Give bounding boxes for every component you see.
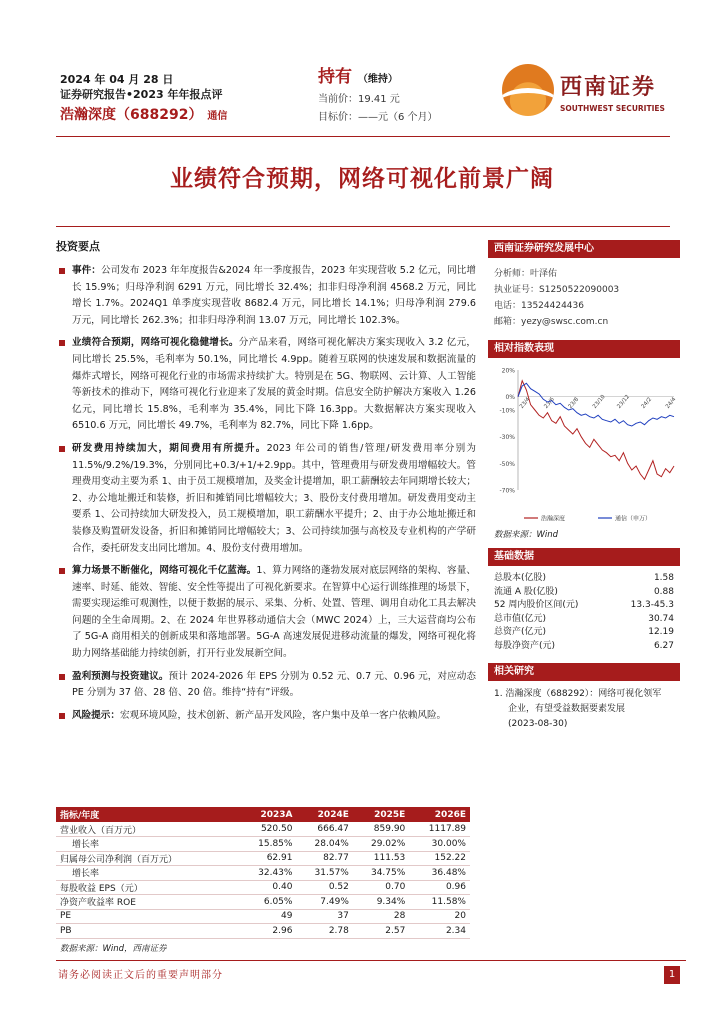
y-tick-label: -70% [499, 487, 515, 495]
table-header: 指标/年度 [56, 807, 240, 822]
title-divider [56, 226, 670, 227]
analyst-phone: 电话：13524424436 [494, 301, 584, 311]
company-logo [502, 64, 682, 124]
x-tick-label: 24/2 [640, 396, 654, 410]
rating-value: 持有 [318, 67, 352, 87]
analyst-name: 分析师：叶泽佑 [494, 269, 558, 279]
table-cell: 28.04% [296, 837, 352, 852]
table-cell: 15.85% [240, 837, 296, 852]
table-header: 2025E [353, 807, 409, 822]
company-line [60, 104, 290, 128]
basic-data-row [488, 626, 680, 640]
table-cell: 2.96 [240, 924, 296, 939]
investment-highlights [56, 240, 476, 730]
basic-data-key: 总资产(亿元) [494, 627, 547, 637]
y-tick-label: 20% [501, 367, 515, 375]
legend-label: 通信（申万） [615, 515, 652, 523]
table-cell: 7.49% [296, 895, 352, 910]
analyst-contact [488, 258, 680, 330]
x-tick-label: 23/4 [518, 396, 532, 410]
basic-data-value: 12.19 [648, 627, 674, 637]
stock-code: （688292） [116, 107, 203, 123]
table-row [56, 909, 470, 924]
table-header: 2024E [296, 807, 352, 822]
company-name: 浩瀚深度 [60, 107, 116, 123]
series-line [518, 381, 674, 480]
basic-data-heading: 基础数据 [488, 548, 680, 566]
table-cell: 28 [353, 909, 409, 924]
legend-label: 浩瀚深度 [541, 515, 566, 523]
analyst-email[interactable]: 邮箱：yezy@swsc.com.cn [494, 317, 609, 327]
table-cell: 29.02% [353, 837, 409, 852]
table-cell: 1117.89 [409, 822, 470, 837]
row-label: 净资产收益率 ROE [56, 895, 240, 910]
table-row [56, 895, 470, 910]
related-research[interactable] [488, 681, 680, 732]
table-cell: 34.75% [353, 866, 409, 881]
industry-label: 通信 [207, 111, 228, 122]
table-row [56, 837, 470, 852]
table-row [56, 880, 470, 895]
y-tick-label: 0% [505, 394, 515, 402]
bullet-performance: 业绩符合预期，网络可视化稳健增长。分产品来看，网络可视化解决方案实现收入 3.2 亿元，同比增长 25.5%，毛利率为 50.1%，同比增长 4.9pp。随着互联网的快速发展和数据流量的爆炸式增长，网络可视化行业的市场需求持续扩大。特别是在 5G、物联网、云计算、人工智能等新技术的推动下，网络可视化行业迎来了发展的黄金时期。信息安全防护解决方案收入 1.26 亿元，同比增长 15.8%，毛利率为 35.4%，同比下降 16.3pp。大数据解决方案实现收入 6510.6 万元，同比增长 49.7%，毛利率为 82.7%，同比下降 1.6pp。 [56, 335, 476, 435]
table-cell: 32.43% [240, 866, 296, 881]
target-price: 目标价：——元（6 个月） [318, 112, 438, 123]
related-item-title-cont: 企业，有望受益数据要素发展 [508, 704, 626, 714]
basic-data-value: 1.58 [653, 573, 674, 583]
research-center-heading: 西南证券研究发展中心 [488, 240, 680, 258]
table-cell: 62.91 [240, 851, 296, 866]
basic-data-row [488, 572, 680, 586]
chart-heading: 相对指数表现 [488, 340, 680, 358]
table-header: 2026E [409, 807, 470, 822]
table-row [56, 851, 470, 866]
table-cell: 152.22 [409, 851, 470, 866]
x-tick-label: 23/8 [567, 396, 581, 410]
logo-cn: 西南证券 [560, 75, 657, 100]
row-label: 归属母公司净利润（百万元） [56, 851, 240, 866]
x-tick-label: 23/12 [616, 393, 632, 410]
related-item-date: (2023-08-30) [508, 719, 568, 729]
sidebar [488, 240, 680, 732]
table-cell: 0.96 [409, 880, 470, 895]
basic-data-row [488, 640, 680, 654]
footer-divider [56, 960, 686, 961]
row-label: PE [56, 909, 240, 924]
bullet-computing: 算力场景不断催化，网络可视化千亿蓝海。1、算力网络的蓬勃发展对底层网络的架构、容量、速率、时延、能效、智能、安全性等提出了可视化新要求。在智算中心运行训练推理的场景下，需要实现运维可观测性，以便于数据的展示、采集、分析、处置、管理、调用自动化工具去解决问题的全生命周期。2、在 2024 年世界移动通信大会（MWC 2024）上，三大运营商均公布了 5G-A 商用相关的创新成果和落地部署。5G-A 高速发展促进移动流量的爆发，网络可视化将助力网络基础能力持续创新，打开行业发展新空间。 [56, 563, 476, 663]
header-info [60, 72, 290, 128]
table-row [56, 924, 470, 939]
bullet-event: 事件：公司发布 2023 年年度报告&2024 年一季度报告，2023 年实现营收 5.2 亿元，同比增长 15.9%；归母净利润 6291 万元，同比增长 32.4%；扣非归母净利润 4568.2 万元，同比增长 1.7%。2024Q1 单季度实现营收 8682.4 万元，同比增长 14.1%；归母净利润 279.6 万元，同比增长 262.3%；扣非归母净利润 13.07 万元，同比增长 102.3%。 [56, 263, 476, 329]
report-date: 2024 年 04 月 28 日 [60, 73, 174, 86]
related-heading: 相关研究 [488, 663, 680, 681]
table-cell: 2.34 [409, 924, 470, 939]
table-cell: 31.57% [296, 866, 352, 881]
basic-data-key: 每股净资产(元) [494, 640, 556, 651]
rating-sub: （维持） [357, 74, 398, 85]
rating-block [318, 66, 478, 127]
table-cell: 9.34% [353, 895, 409, 910]
x-tick-label: 24/4 [664, 396, 678, 410]
current-price: 当前价：19.41 元 [318, 94, 400, 105]
report-title: 业绩符合预期，网络可视化前景广阔 [170, 166, 554, 192]
basic-data-list [488, 572, 680, 653]
chart-svg [488, 362, 680, 528]
basic-data-row [488, 586, 680, 600]
header-divider [56, 136, 670, 137]
basic-data-key: 总市值(亿元) [494, 613, 547, 624]
bullet-risks: 风险提示：宏观环境风险，技术创新、新产品开发风险，客户集中及单一客户依赖风险。 [56, 708, 476, 725]
row-label: 营业收入（百万元） [56, 822, 240, 837]
bullet-forecast: 盈利预测与投资建议。预计 2024-2026 年 EPS 分别为 0.52 元、0.7 元、0.96 元，对应动态 PE 分别为 37 倍、28 倍、20 倍。维持“持有”评级。 [56, 669, 476, 702]
report-type: 证券研究报告•2023 年年报点评 [60, 88, 223, 101]
financial-forecast-table [56, 807, 470, 939]
footer-disclaimer: 请务必阅读正文后的重要声明部分 [58, 970, 223, 981]
table-cell: 0.40 [240, 880, 296, 895]
table-source: 数据来源：Wind，西南证券 [60, 944, 167, 954]
chart-source: 数据来源：Wind [494, 530, 559, 540]
row-label: 增长率 [56, 866, 240, 881]
basic-data-row [488, 613, 680, 627]
table-cell: 30.00% [409, 837, 470, 852]
table-cell: 6.05% [240, 895, 296, 910]
basic-data-value: 30.74 [648, 613, 674, 624]
table-cell: 111.53 [353, 851, 409, 866]
y-tick-label: -10% [499, 407, 515, 415]
rating [318, 66, 478, 91]
table-cell: 859.90 [353, 822, 409, 837]
table-cell: 0.52 [296, 880, 352, 895]
row-label: PB [56, 924, 240, 939]
basic-data-key: 总股本(亿股) [494, 573, 547, 583]
table-header: 2023A [240, 807, 296, 822]
y-tick-label: -50% [499, 460, 515, 468]
table-cell: 2.78 [296, 924, 352, 939]
basic-data-value: 13.3-45.3 [630, 600, 674, 610]
table-cell: 520.50 [240, 822, 296, 837]
table-body [56, 822, 470, 938]
table-header-row [56, 807, 470, 822]
x-tick-label: 23/6 [543, 396, 556, 410]
logo-en: SOUTHWEST SECURITIES [560, 104, 665, 113]
related-item-title: 1. 浩瀚深度（688292）：网络可视化领军 [494, 689, 662, 699]
table-cell: 0.70 [353, 880, 409, 895]
section-heading: 投资要点 [56, 240, 100, 253]
table-cell: 82.77 [296, 851, 352, 866]
table-cell: 37 [296, 909, 352, 924]
basic-data-key: 流通 A 股(亿股) [494, 586, 558, 597]
table-cell: 2.57 [353, 924, 409, 939]
logo-sun-icon [502, 64, 554, 116]
table-cell: 20 [409, 909, 470, 924]
basic-data-key: 52 周内股价区间(元) [494, 600, 579, 610]
table-cell: 666.47 [296, 822, 352, 837]
table-cell: 36.48% [409, 866, 470, 881]
basic-data-value: 6.27 [653, 640, 674, 651]
table-row [56, 866, 470, 881]
basic-data-row [488, 599, 680, 613]
row-label: 每股收益 EPS（元） [56, 880, 240, 895]
row-label: 增长率 [56, 837, 240, 852]
table-row [56, 822, 470, 837]
table-cell: 49 [240, 909, 296, 924]
analyst-license: 执业证号：S1250522090003 [494, 285, 620, 295]
y-tick-label: -30% [499, 434, 515, 442]
table-cell: 11.58% [409, 895, 470, 910]
x-tick-label: 23/10 [591, 393, 607, 410]
page-number: 1 [664, 966, 680, 984]
basic-data-value: 0.88 [653, 586, 674, 597]
bullet-expenses: 研发费用持续加大，期间费用有所提升。2023 年公司的销售/管理/研发费用率分别为 11.5%/9.2%/19.3%，分别同比+0.3/+1/+2.9pp。其中，管理费用与研发费用增幅较大。管理费用变动主要为系 1、由于员工规模增加，及奖金计提增加，职工薪酬较去年同期增长较大；2、办公地址搬迁和装修，折旧和摊销同比增幅较大；3、股份支付费用增加。研发费用变动主要系 1、公司持续加大研发投入，员工规模增加，职工薪酬水平提升；2、由于办公地址搬迁和装修及购置研发设备，折旧和摊销同比增幅较大；3、公司持续加强与高校及专业机构的产学研合作，委托研发支出同比增加。4、股份支付费用增加。 [56, 441, 476, 557]
relative-index-chart [488, 362, 680, 528]
